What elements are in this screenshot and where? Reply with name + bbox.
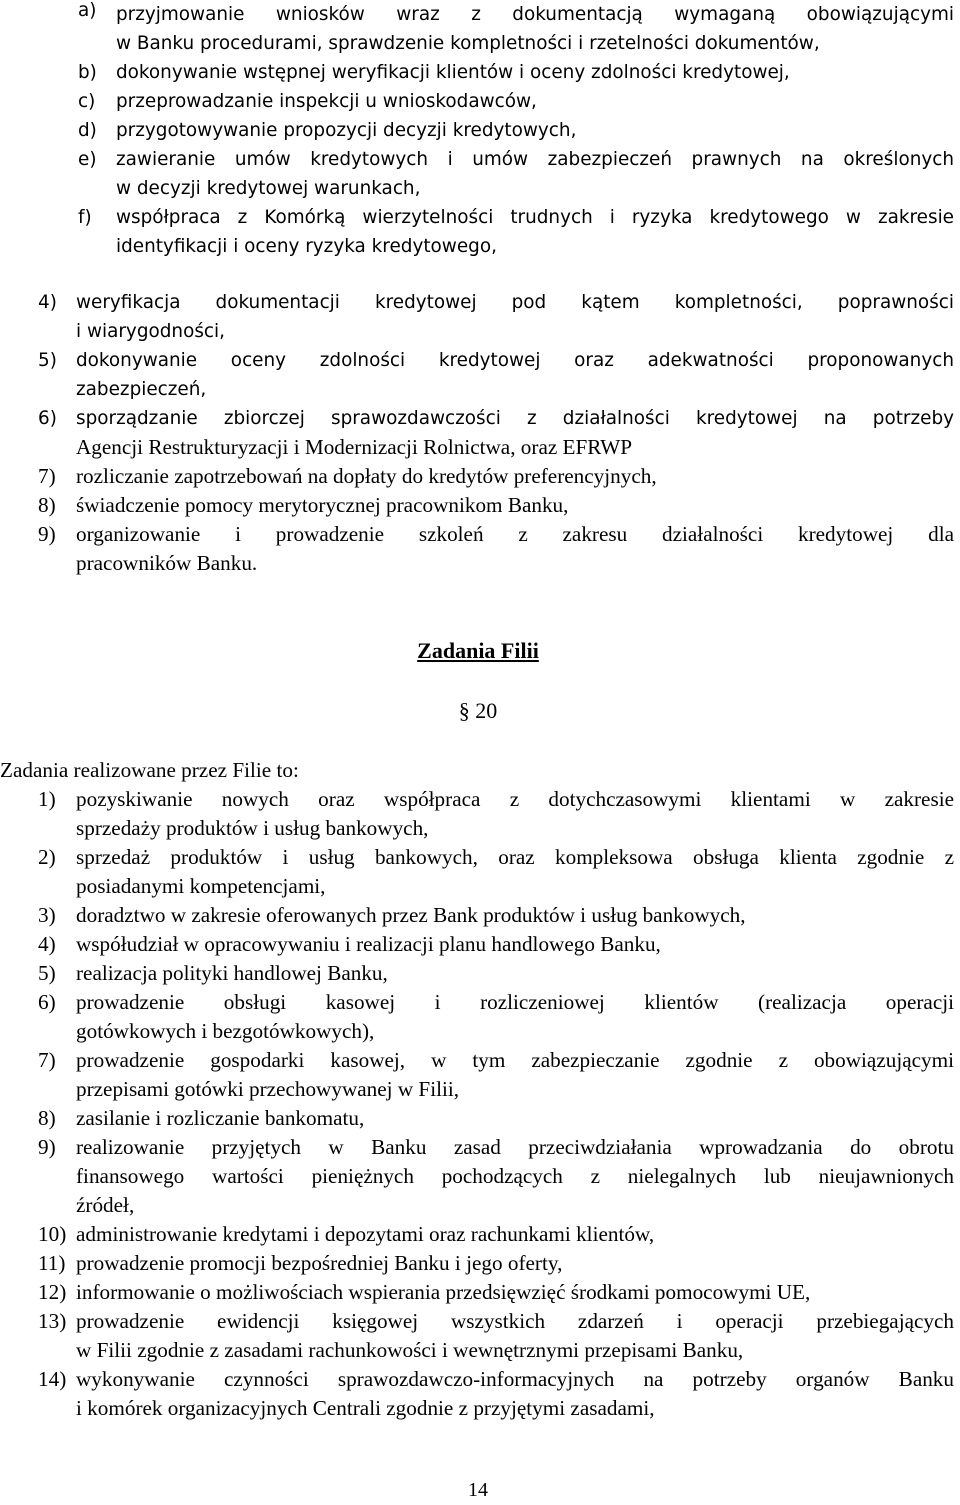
list-item-label: 12) <box>38 1280 67 1304</box>
list-item-label: 9) <box>38 1135 56 1159</box>
paragraph-number: § 20 <box>458 698 498 723</box>
list-item-line: w Banku procedurami, sprawdzenie kompletności i rzetelności dokumentów, <box>116 33 820 54</box>
list-item-line: prowadzenie obsługi kasowej i rozliczeniowej klientów (realizacja operacji <box>76 990 954 1014</box>
list-item-line: źródeł, <box>76 1193 135 1217</box>
list-item-line: Agencji Restrukturyzacji i Modernizacji Rolnictwa, oraz EFRWP <box>76 435 633 459</box>
list-item-label: 14) <box>38 1367 67 1391</box>
list-item-line: posiadanymi kompetencjami, <box>76 874 326 898</box>
list-item-line: przepisami gotówki przechowywanej w Filii, <box>76 1077 460 1101</box>
list-item-line: przygotowywanie propozycji decyzji kredytowych, <box>116 120 577 141</box>
list-item-label: e) <box>78 149 97 170</box>
list-item-label: 3) <box>38 903 56 927</box>
list-item-line: zasilanie i rozliczanie bankomatu, <box>76 1106 365 1130</box>
list-item-line: przyjmowanie wniosków wraz z dokumentacją wymaganą obowiązującymi <box>116 4 954 25</box>
list-item-line: realizowanie przyjętych w Banku zasad przeciwdziałania wprowadzania do obrotu <box>76 1135 954 1159</box>
list-item-line: dokonywanie oceny zdolności kredytowej oraz adekwatności proponowanych <box>76 350 954 371</box>
list-item-label: 8) <box>38 493 56 517</box>
list-item-label: 7) <box>38 1048 56 1072</box>
section-intro: Zadania realizowane przez Filie to: <box>0 758 299 782</box>
list-item-label: 2) <box>38 845 56 869</box>
list-item-line: sporządzanie zbiorczej sprawozdawczości z działalności kredytowej na potrzeby <box>76 408 954 429</box>
list-item-line: prowadzenie promocji bezpośredniej Banku i jego oferty, <box>76 1251 563 1275</box>
list-item-line: doradztwo w zakresie oferowanych przez Bank produktów i usług bankowych, <box>76 903 746 927</box>
list-item-label: 5) <box>38 961 56 985</box>
list-item-line: w decyzji kredytowej warunkach, <box>116 178 421 199</box>
list-item-line: dokonywanie wstępnej weryfikacji klientów i oceny zdolności kredytowej, <box>116 62 790 83</box>
list-item-label: 1) <box>38 787 56 811</box>
list-item-label: b) <box>78 62 97 83</box>
list-item-line: organizowanie i prowadzenie szkoleń z zakresu działalności kredytowej dla <box>76 522 954 546</box>
list-item-label: 9) <box>38 522 56 546</box>
list-item-line: prowadzenie gospodarki kasowej, w tym zabezpieczanie zgodnie z obowiązującymi <box>76 1048 954 1072</box>
list-item-line: finansowego wartości pieniężnych pochodzących z nielegalnych lub nieujawnionych <box>76 1164 954 1188</box>
list-item-line: przeprowadzanie inspekcji u wnioskodawców, <box>116 91 537 112</box>
list-item-line: w Filii zgodnie z zasadami rachunkowości i wewnętrznymi przepisami Banku, <box>76 1338 744 1362</box>
list-item-label: 11) <box>38 1251 66 1275</box>
list-item-label: d) <box>78 120 97 141</box>
list-item-line: informowanie o możliwościach wspierania przedsięwzięć środkami pomocowymi UE, <box>76 1280 811 1304</box>
section-title: Zadania Filii <box>417 638 539 663</box>
list-item-line: świadczenie pomocy merytorycznej pracownikom Banku, <box>76 493 569 517</box>
list-item-line: pracowników Banku. <box>76 551 258 575</box>
list-item-line: identyfikacji i oceny ryzyka kredytowego, <box>116 236 497 257</box>
list-item-label: 5) <box>38 350 57 371</box>
list-item-line: i wiarygodności, <box>76 321 225 342</box>
list-item-label: a) <box>78 0 97 21</box>
list-item-line: realizacja polityki handlowej Banku, <box>76 961 388 985</box>
list-item-line: prowadzenie ewidencji księgowej wszystkich zdarzeń i operacji przebiegających <box>76 1309 954 1333</box>
list-item-label: 4) <box>38 292 57 313</box>
list-item-line: rozliczanie zapotrzebowań na dopłaty do kredytów preferencyjnych, <box>76 464 657 488</box>
list-item-line: i komórek organizacyjnych Centrali zgodnie z przyjętymi zasadami, <box>76 1396 655 1420</box>
list-item-label: 13) <box>38 1309 67 1333</box>
list-item-line: pozyskiwanie nowych oraz współpraca z dotychczasowymi klientami w zakresie <box>76 787 954 811</box>
list-item-label: 10) <box>38 1222 67 1246</box>
list-item-label: f) <box>78 207 92 228</box>
list-item-line: współudział w opracowywaniu i realizacji planu handlowego Banku, <box>76 932 661 956</box>
list-item-line: administrowanie kredytami i depozytami oraz rachunkami klientów, <box>76 1222 655 1246</box>
list-item-line: wykonywanie czynności sprawozdawczo-informacyjnych na potrzeby organów Banku <box>76 1367 954 1391</box>
list-item-line: sprzedaż produktów i usług bankowych, oraz kompleksowa obsługa klienta zgodnie z <box>76 845 954 869</box>
list-item-line: zabezpieczeń, <box>76 379 207 400</box>
list-item-label: 6) <box>38 990 56 1014</box>
list-item-label: 4) <box>38 932 56 956</box>
list-item-label: c) <box>78 91 96 112</box>
list-item-label: 7) <box>38 464 56 488</box>
list-item-label: 8) <box>38 1106 56 1130</box>
list-item-line: weryfikacja dokumentacji kredytowej pod kątem kompletności, poprawności <box>76 292 954 313</box>
list-item-label: 6) <box>38 408 57 429</box>
list-item-line: zawieranie umów kredytowych i umów zabezpieczeń prawnych na określonych <box>116 149 954 170</box>
list-item-line: współpraca z Komórką wierzytelności trudnych i ryzyka kredytowego w zakresie <box>116 207 954 228</box>
list-item-line: gotówkowych i bezgotówkowych), <box>76 1019 375 1043</box>
page-number: 14 <box>468 1479 488 1501</box>
list-item-line: sprzedaży produktów i usług bankowych, <box>76 816 429 840</box>
